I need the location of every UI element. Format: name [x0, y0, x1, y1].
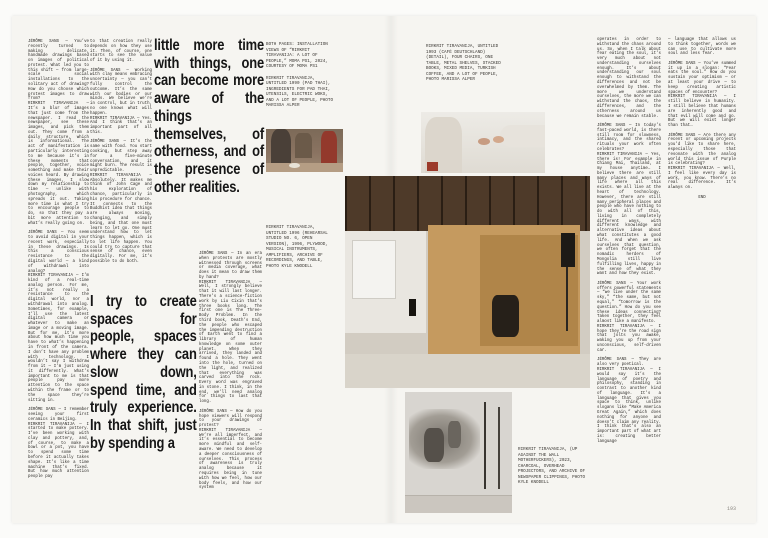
photo-detail	[500, 125, 545, 147]
paragraph: RIRKRIT TIRAVANIJA — Yes, there is! For example in Chiang Mai, Thailand, at my house anytime… I believe there are still many places and ways of life where all this exists. We all live at the heart of technology. However, there are still many peripheral places and people who have nothing to do with all of this, living in completely different ways, with different knowledge and alternative ideas about what constitutes a good life. And when we ask ourselves that question, we often forget that the nomadic herders of Mongolia still live fulfilling lives, happy in the sense of what they want and how they exist.	[597, 152, 661, 277]
paragraph: JÉRÔME SANS — I remember seeing your first ceramics in Beijing.	[28, 408, 89, 422]
paragraph: JÉRÔME SANS — You’ve summed it up in a slogan: “Fear eats the soul.” How do you sustain your optimism — or at least your drive — to keep creating artistic spaces of encounter?	[668, 61, 736, 95]
caption-both-pages: BOTH PAGES: INSTALLATION VIEWS OF “RIRKRIT TIRAVANIJA: A LOT OF PEOPLE,” MOMA PS1, 2024, COURTESY OF MOMA PS1	[266, 42, 328, 69]
photo-detail	[492, 295, 519, 337]
photo-detail	[295, 133, 312, 158]
paragraph: RIRKRIT TIRAVANIJA — Yes. And I think that’s an important part of all this.	[90, 116, 152, 135]
paragraph: JÉRÔME SANS — Are there any recent or upcoming projects you’d like to share here, especially those that resonate with the analog world this issue of Purple is celebrating?	[668, 133, 736, 167]
caption-up-against-wall: RIRKRIT TIRAVANIJA, (UP AGAINST THE WALL MOTHERFUCKERS), 2023, CHARCOAL, OVERHEAD PROJECTORS, AND ARCHIVE OF NEWSPAPER CLIPPINGS, PHOTO KYLE KNODELL	[518, 447, 586, 485]
paragraph: JÉRÔME SANS — They are also very poetical.	[597, 358, 661, 368]
paragraph: RIRKRIT TIRAVANIJA — Well, I feel like every day is work, you know. There’s no real difference. It’s always on.	[668, 167, 736, 191]
photo-detail	[345, 354, 590, 388]
photo-detail	[409, 299, 416, 316]
photo-detail	[427, 162, 438, 171]
paragraph: JÉRÔME SANS — In an era when protests are mostly witnessed through screens or media coverage, what does it mean to draw them by hand?	[199, 252, 262, 280]
caption-group-left	[266, 42, 336, 115]
caption-rehearsal-studio: RIRKRIT TIRAVANIJA, UNTITLED 1996 (REHEARSAL STUDIO NO. 6, OPEN VERSION), 1996, PLYWOOD, MUSICAL INSTRUMENTS, AMPLIFIERS, ARCHIVE OF RECORDINGS, AND TABLE, PHOTO KYLE KNODELL	[266, 225, 328, 269]
paragraph: RIRKRIT TIRAVANIJA — It’s a blur of images that just come from the newspaper. I read the newspaper, see these images, and pick them out. They come from a daily structure, which is informational. The act of manifestation is particularly interesting to me because it’s in these moments that people, together, voice something and make their voices heard. By drawing these images, I slow down my relationship to time — unlike with photography, which spreads it out. Taking more time is what I try to encourage people to do, so that they pay a bit more attention to what’s really going on.	[28, 102, 89, 226]
paragraph: RIRKRIT TIRAVANIJA — Well, I strongly believe that it will last longer. There’s a science-fiction work by Liu Cixin that’s three books long. The first one is The Three-Body Problem. In the third book, Death’s End, the people who escaped the impending destruction of Earth went to find a library of human knowledge on some outer planet. When they arrived, they landed and found a hole. They went into the hole, turned on the light, and realized that everything was carved into the rock. Every word was engraved in stone. I think, in the end, we’ll need analog for things to last that long.	[199, 280, 262, 405]
pull-quote-continuation	[154, 37, 264, 251]
paragraph: RIRKRIT TIRAVANIJA — Absolutely. It makes me think of John Cage and his exploration of chance, particularly in his procedure for chance. It connects to the Buddhist idea that things are always moving, changing, and simply being, and that one must learn to let go. One must understand how to let things happen, which is to let life happen. You could try to capture that sense of chance, even digitally. For me, it’s possible to do both.	[90, 173, 152, 264]
photo-detail	[321, 131, 336, 165]
photo-detail	[266, 163, 343, 172]
paragraph: RIRKRIT TIRAVANIJA — I started to make pottery. I’ve been working with clay and pottery, and, of course, to make a bowl or a pot, you have to spend some time before it actually takes shape. It’s like a time machine that’s fixed. But how much attention people pay	[28, 422, 89, 480]
page-number: 193	[727, 506, 737, 512]
photo-detail	[448, 421, 461, 448]
paragraph: RIRKRIT TIRAVANIJA — We’re all imperfect, and it’s essential to become more mindful and self-aware. We need to develop a deeper consciousness of ourselves. This process of awareness is truly analog because it requires being in tune with how we feel, how our body feels, and how our system	[199, 428, 262, 491]
text-column-1	[28, 40, 89, 480]
photo-detail	[484, 402, 486, 489]
photo-detail	[405, 496, 512, 513]
paragraph: RIRKRIT TIRAVANIJA — I’m kind of a real-time analog person. For me, it’s not really a resistance to the digital world, nor a withdrawal into analog. Sometimes, for example, I’ll use the latest digital camera or whatever to make an image or a moving image. But for me, it’s more about how much time you have to what’s happening in front of the camera. I don’t have any problem with technology. I wouldn’t say I withdraw from it — I’m just using it differently. What’s important to me is that people pay more attention to the space within the frame or to the space they’re sitting in.	[28, 274, 89, 403]
photo-rehearsal-studio	[345, 176, 590, 388]
paragraph: END	[698, 195, 706, 200]
paragraph: JÉRÔME SANS — Your work offers powerful statements — “we live under the same sky,” “the same, but not equal,” “tomorrow is the question.” How do you see these ideas connecting? Taken together, they feel almost like a manifesto.	[597, 281, 661, 325]
pull-quote-text: little more time with things, one can become more aware of the things themselves, of otherness, and of the presence of other realities.	[154, 37, 265, 196]
paragraph: operates in order to withstand the chaos around us. So, when I talk about fear eating the soul, it’s very much about not understanding ourselves enough. It’s about understanding our soul enough to withstand the differences and not be overwhelmed by them. The more we understand ourselves, the more we can withstand the chaos, the differences, and the otherness around us because we remain stable.	[597, 38, 661, 119]
photo-detail	[561, 233, 576, 267]
pull-quote-text: I try to create spaces for people, spaces where they can slow down, spend time, and truly experience. In that shift, just by spending a	[90, 293, 197, 452]
photo-detail	[566, 267, 568, 331]
text-column-3	[199, 252, 262, 491]
paragraph: JÉRÔME SANS — You seem to avoid digital in your recent work, especially in these drawings. Is this a conscious resistance to the digital world — a kind of withdrawal into analog?	[28, 231, 89, 274]
paragraph: RIRKRIT TIRAVANIJA — I hope they’re the road sign that jolts you awake, waking you up from your unconscious, self-driven car.	[597, 324, 661, 353]
paragraph: JÉRÔME SANS — It’s the same with food. You start cooking, but step away for a five-minute conversation, and it might burn. The result is unpredictable.	[90, 140, 152, 174]
paragraph: JÉRÔME SANS — How do you hope viewers will respond to your drawings of protest?	[199, 409, 262, 429]
photo-pad-thai	[266, 129, 343, 172]
text-column-5	[668, 38, 736, 201]
paragraph: RIRKRIT TIRAVANIJA — I still believe in humanity. I still believe that humans are inherently good and that evil will come and go. But we will exist longer than that…	[668, 95, 736, 129]
paragraph: JÉRÔME SANS — In today’s fast-paced world, is there still room for slowness, intimacy, and the shared rituals your work often celebrates?	[597, 124, 661, 152]
paragraph: RIRKRIT TIRAVANIJA — I would say it’s the language of poetry and philosophy, standing in contrast to another kind of language. It’s a language that gives you space to think, unlike slogans like “Make America Great Again,” which does nothing for anyone and doesn’t claim any reality. I think that’s also an important part of what art is: creating better language	[597, 367, 661, 444]
photo-detail	[345, 176, 590, 231]
photo-cafe-deutschland	[421, 112, 545, 173]
paragraph: to that creation really depends on how they use it. Then, of course, one starts to see the value of it by using it.	[90, 40, 152, 64]
text-column-2	[90, 40, 152, 265]
caption-pad-thai: RIRKRIT TIRAVANIJA, UNTITLED 1990 (PAD THAI), INGREDIENTS FOR PAD THAI, UTENSILS, ELECTRIC WOKS, AND A LOT OF PEOPLE, PHOTO MARISSA ALPER	[266, 75, 334, 108]
photo-wall-drawing	[405, 392, 512, 513]
photo-detail	[478, 138, 490, 145]
photo-detail	[289, 163, 300, 168]
paragraph: JÉRÔME SANS — You’ve recently turned to making delicate, handmade drawings based on images of political protest. What led you to this shift — from large-scale social installations to the solitary act of drawing? How do you choose which protest images to draw from?	[28, 40, 89, 102]
photo-detail	[498, 407, 500, 489]
paragraph: — language that allows us to think together, words we can use to cultivate more soul and less fear.	[668, 38, 736, 57]
caption-cafe-deutschland: RIRKRIT TIRAVANIJA, UNTITLED 1993 (CAFÉ DEUTSCHLAND) (DETAIL), FOUR CHAIRS, ONE TABLE, METAL SHELVES, STACKED BOOKS, MIXED MEDIA, TURKISH COFFEE, AND A LOT OF PEOPLE, PHOTO MARISSA ALPER	[426, 44, 501, 82]
paragraph: JÉRÔME SANS — Working with clay means embracing uncertainty — you can’t fully control the outcome. It’s the same with our bodies or our minds. We believe we’re in control, but in truth, no one knows what will happen.	[90, 68, 152, 116]
pull-quote-start	[90, 293, 197, 512]
photo-detail	[409, 409, 480, 470]
photo-detail	[271, 129, 291, 166]
photo-detail	[424, 428, 443, 462]
photo-detail	[352, 240, 396, 299]
text-column-4	[597, 38, 661, 444]
